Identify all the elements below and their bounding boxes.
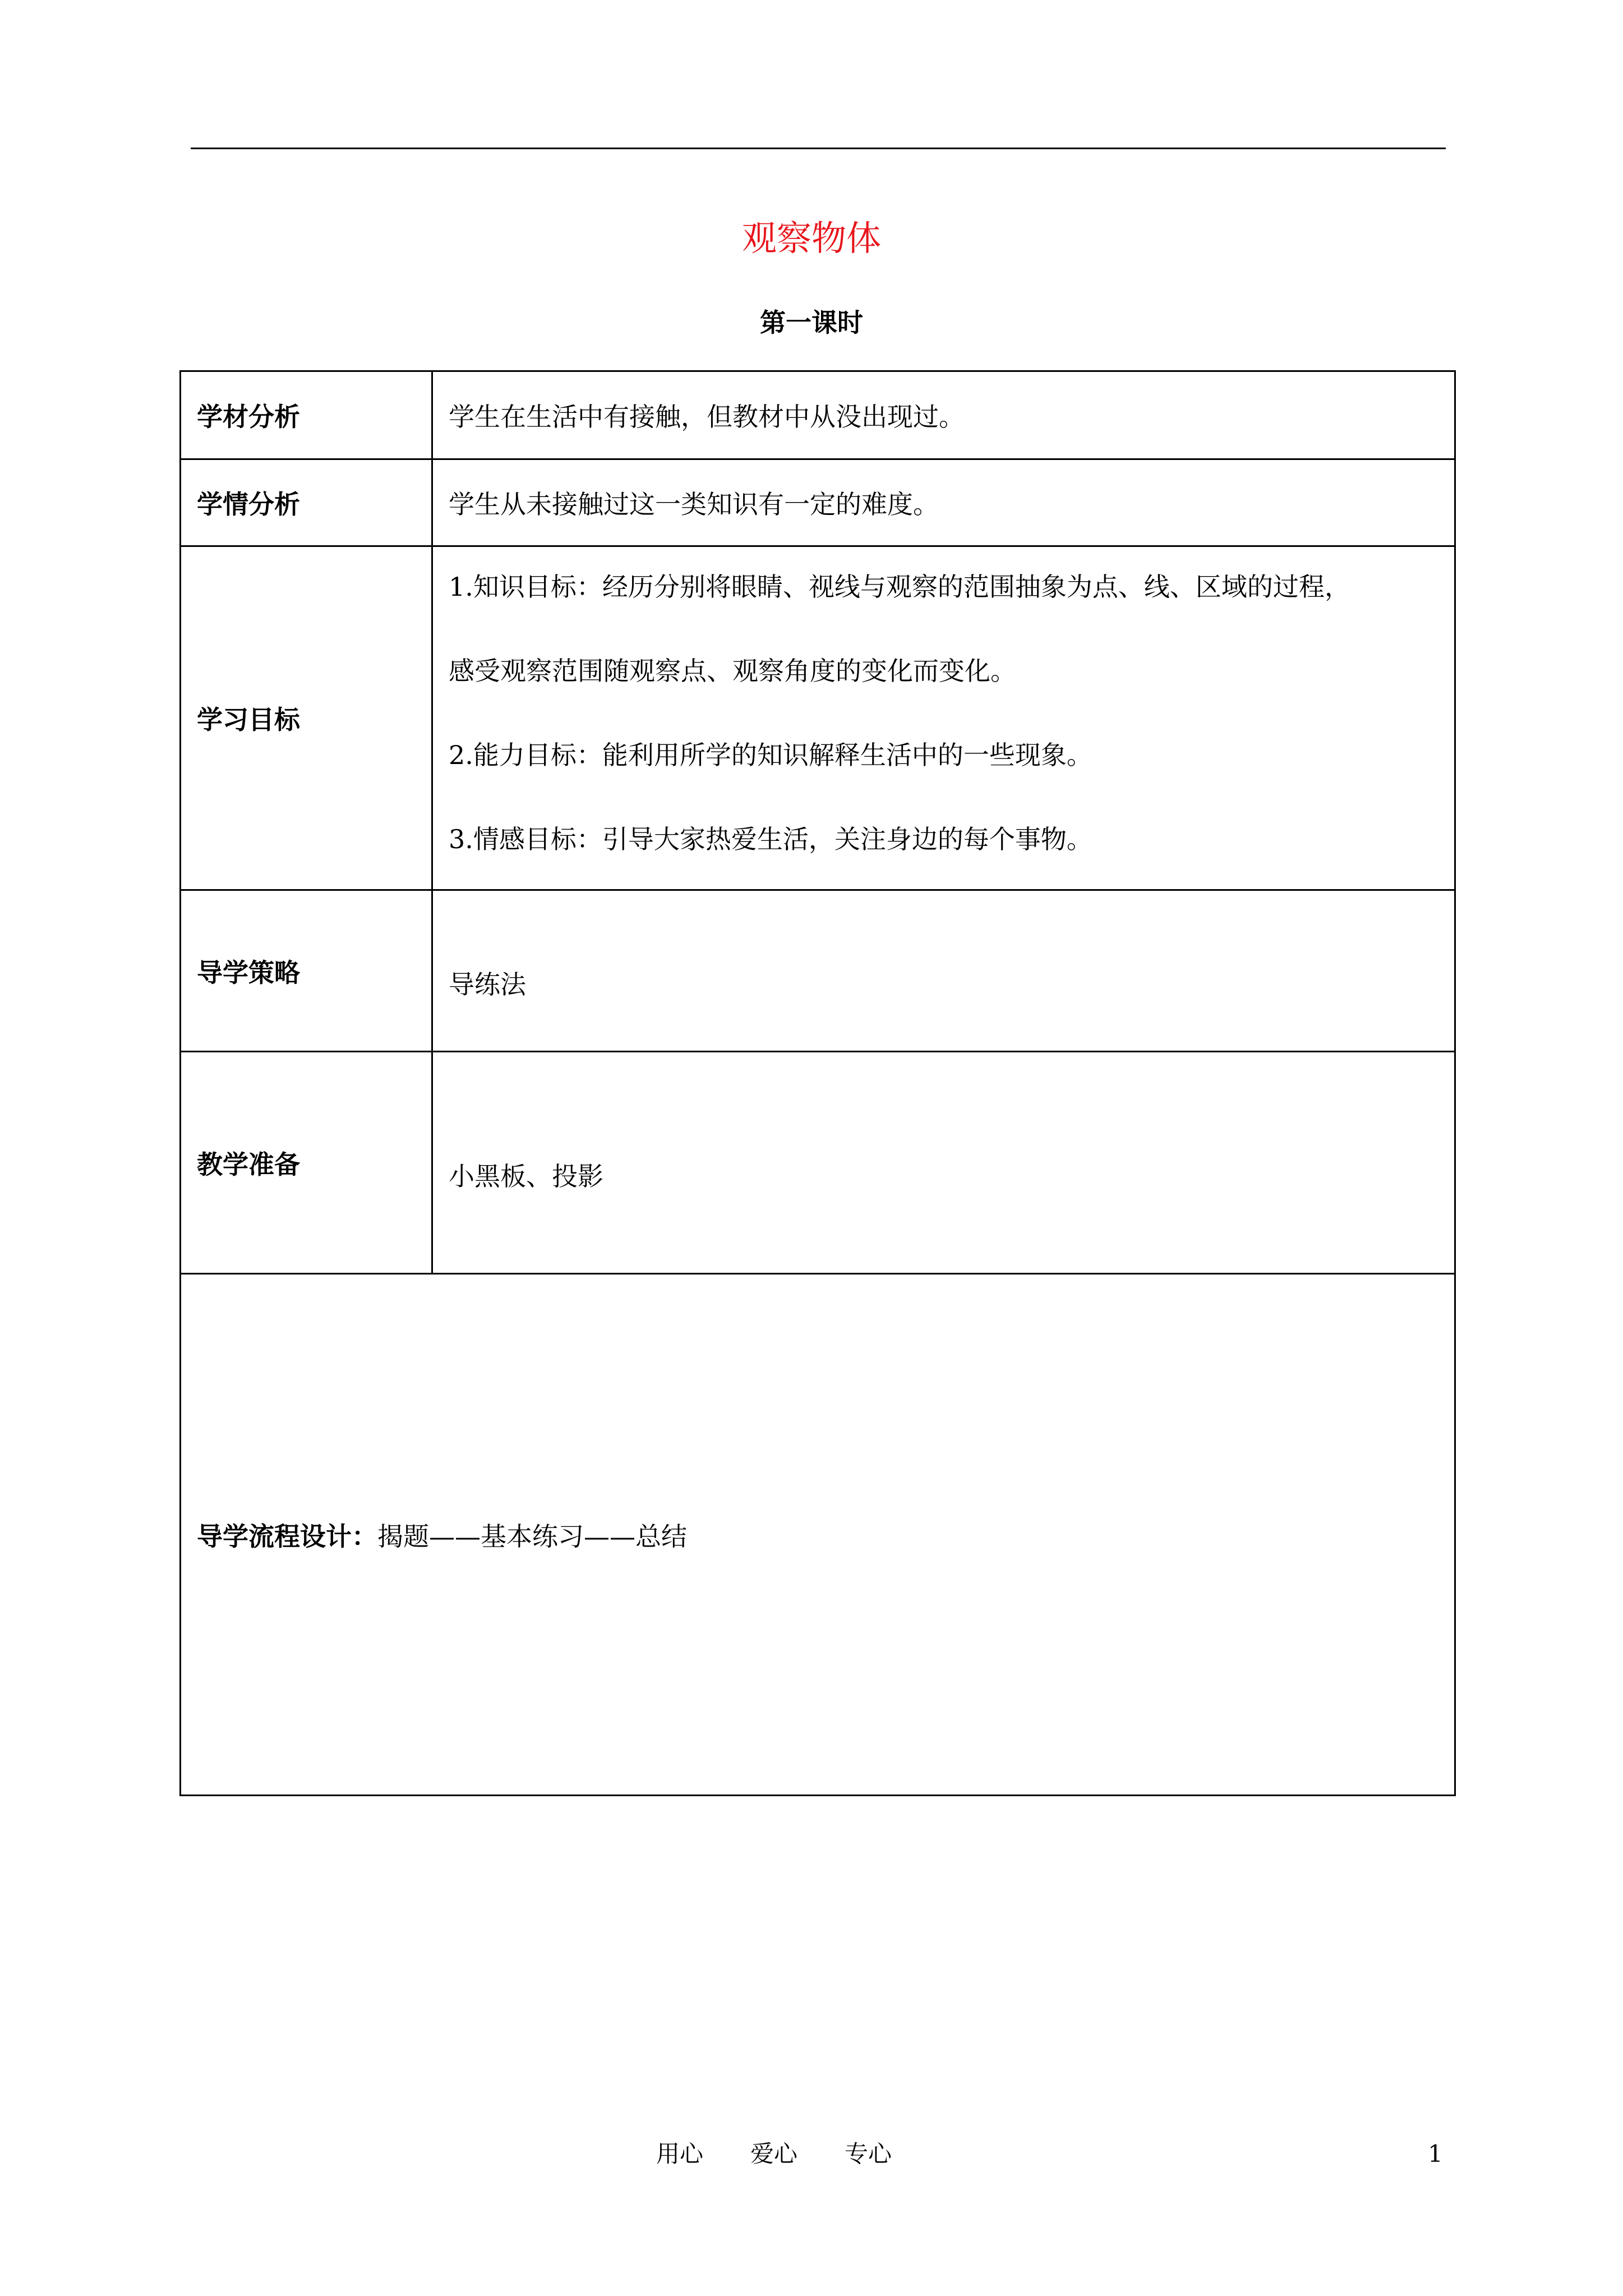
flow-text: 揭题——基本练习——总结 <box>377 1521 687 1552</box>
footer-slogan: 用心 爱心 专心 <box>656 2140 892 2168</box>
page-number: 1 <box>1428 2140 1443 2168</box>
goal-line: 2.能力目标：能利用所学的知识解释生活中的一些现象。 <box>449 740 1092 770</box>
flow-label: 导学流程设计： <box>197 1521 377 1552</box>
table-row-strategy <box>181 890 1455 1052</box>
table-row-flow <box>181 1274 1455 1796</box>
row-label: 教学准备 <box>181 1052 432 1274</box>
flow-cell <box>181 1274 1455 1796</box>
goal-line: 感受观察范围随观察点、观察角度的变化而变化。 <box>449 656 1016 686</box>
lesson-subtitle: 第一课时 <box>760 307 863 338</box>
row-label: 导学策略 <box>181 890 432 1052</box>
table-row-learner <box>181 459 1455 546</box>
table-row-goals <box>181 546 1455 890</box>
table-row-preparation <box>181 1052 1455 1274</box>
lesson-plan-table <box>179 370 1456 1796</box>
goal-line: 1.知识目标：经历分别将眼睛、视线与观察的范围抽象为点、线、区域的过程， <box>449 572 1350 602</box>
row-label: 学材分析 <box>181 371 432 459</box>
row-content: 小黑板、投影 <box>432 1052 1455 1274</box>
row-content: 学生在生活中有接触，但教材中从没出现过。 <box>432 371 1455 459</box>
header-rule <box>191 148 1446 149</box>
goal-line: 3.情感目标：引导大家热爱生活，关注身边的每个事物。 <box>449 824 1092 854</box>
table-row-material <box>181 371 1455 459</box>
page-title: 观察物体 <box>741 218 881 259</box>
row-label: 学习目标 <box>181 546 432 890</box>
row-content: 导练法 <box>432 890 1455 1052</box>
row-content: 学生从未接触过这一类知识有一定的难度。 <box>432 459 1455 546</box>
row-label: 学情分析 <box>181 459 432 546</box>
row-content <box>432 546 1455 890</box>
